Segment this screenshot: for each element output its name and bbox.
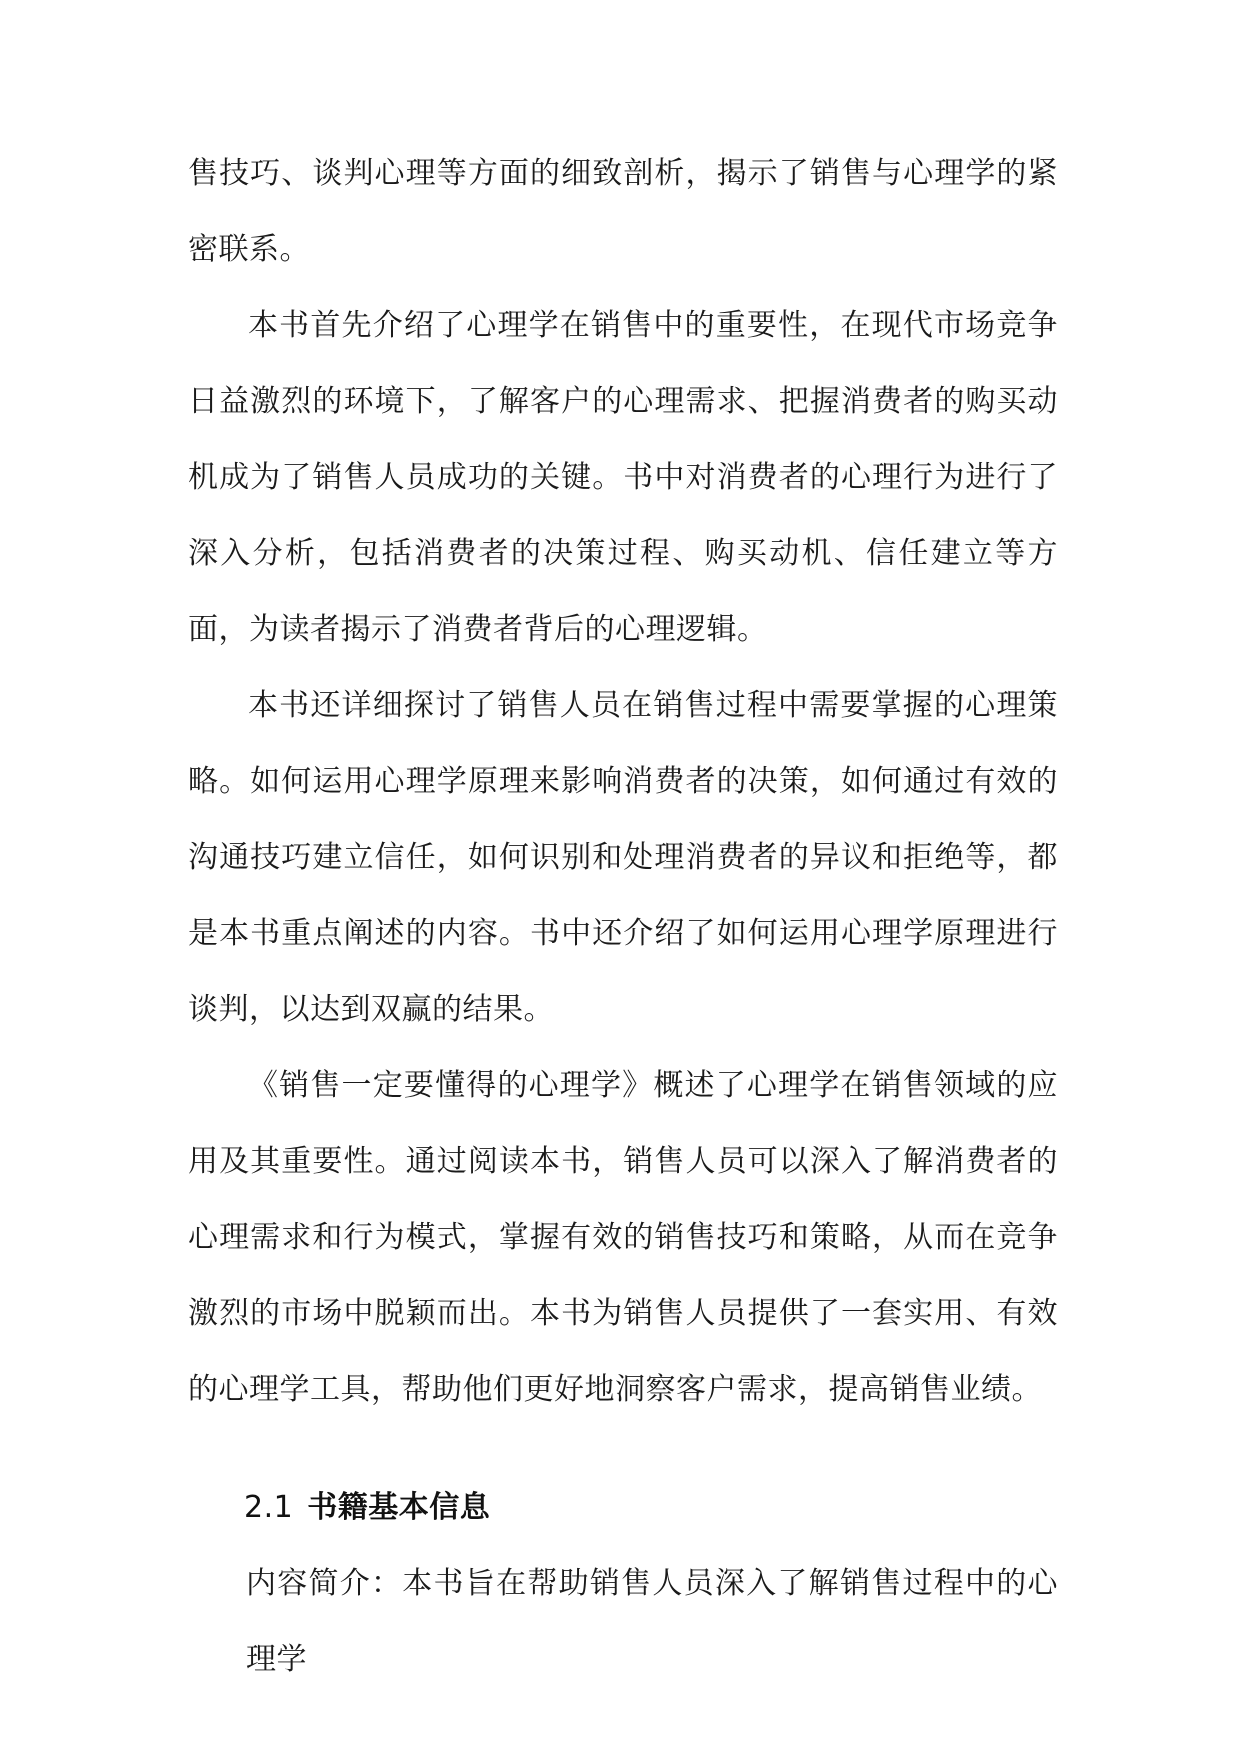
paragraph-continuation: 售技巧、谈判心理等方面的细致剖析，揭示了销售与心理学的紧密联系。 <box>188 156 1058 267</box>
paragraph-importance: 本书首先介绍了心理学在销售中的重要性，在现代市场竞争日益激烈的环境下，了解客户的心理需求、把握消费者的购买动机成为了销售人员成功的关键。书中对消费者的心理行为进行了深入分析，包括消费者的决策过程、购买动机、信任建立等方面，为读者揭示了消费者背后的心理逻辑。 <box>188 308 1058 647</box>
paragraph-summary: 《销售一定要懂得的心理学》概述了心理学在销售领域的应用及其重要性。通过阅读本书，销售人员可以深入了解消费者的心理需求和行为模式，掌握有效的销售技巧和策略，从而在竞争激烈的市场中脱颖而出。本书为销售人员提供了一套实用、有效的心理学工具，帮助他们更好地洞察客户需求，提高销售业绩。 <box>188 1068 1058 1407</box>
section-heading <box>188 1470 1058 1546</box>
section-title: 书籍基本信息 <box>307 1490 491 1525</box>
paragraph-strategies: 本书还详细探讨了销售人员在销售过程中需要掌握的心理策略。如何运用心理学原理来影响消费者的决策，如何通过有效的沟通技巧建立信任，如何识别和处理消费者的异议和拒绝等，都是本书重点阐述的内容。书中还介绍了如何运用心理学原理进行谈判，以达到双赢的结果。 <box>188 688 1058 1027</box>
section-number: 2.1 <box>244 1490 294 1525</box>
document-body <box>188 136 1058 1698</box>
content-intro-line: 内容简介：本书旨在帮助销售人员深入了解销售过程中的心理学 <box>246 1566 1058 1677</box>
